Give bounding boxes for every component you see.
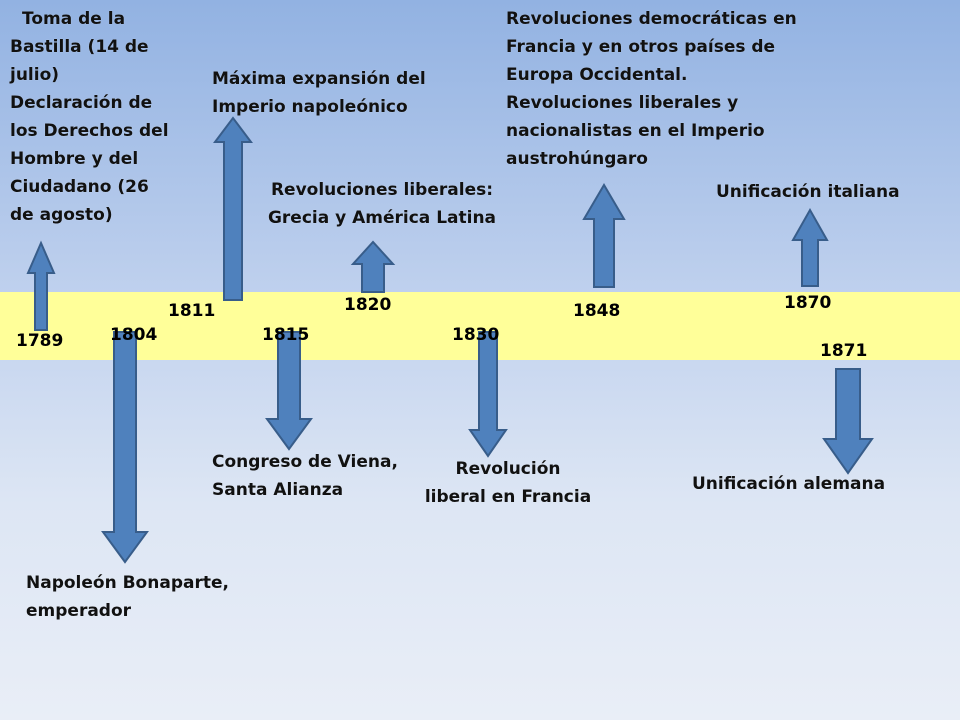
event-1830-label bbox=[408, 455, 608, 511]
event-arrow-1848 bbox=[584, 185, 624, 287]
event-1815-label bbox=[212, 448, 398, 504]
event-1848-line: Francia y en otros países de bbox=[506, 37, 776, 57]
event-1848-line: Revoluciones democráticas en bbox=[506, 9, 797, 29]
event-1815-line: Santa Alianza bbox=[212, 480, 344, 500]
year-1871: 1871 bbox=[820, 341, 868, 361]
event-1848-label bbox=[506, 5, 797, 173]
event-1871-line: Unificación alemana bbox=[692, 474, 886, 494]
event-arrow-1871 bbox=[824, 369, 872, 473]
year-1848: 1848 bbox=[573, 301, 621, 321]
year-1815: 1815 bbox=[262, 325, 310, 345]
event-arrow-1820 bbox=[353, 242, 393, 292]
event-1789-line: julio) bbox=[10, 65, 60, 85]
event-1789-label bbox=[10, 5, 169, 229]
event-arrow-1830 bbox=[470, 332, 506, 456]
event-1848-line: nacionalistas en el Imperio bbox=[506, 121, 765, 141]
event-1848-line: Europa Occidental. bbox=[506, 65, 688, 85]
event-arrow-1811 bbox=[215, 118, 251, 300]
event-1804-line: emperador bbox=[26, 601, 132, 621]
event-1871-label bbox=[692, 470, 885, 498]
event-1830-line: liberal en Francia bbox=[424, 487, 592, 507]
year-1789: 1789 bbox=[16, 331, 64, 351]
event-1789-line: de agosto) bbox=[10, 205, 113, 225]
year-1811: 1811 bbox=[168, 301, 216, 321]
event-1789-line: Hombre y del bbox=[10, 149, 139, 169]
event-1811-line: Máxima expansión del bbox=[212, 69, 426, 89]
event-1789-line: Bastilla (14 de bbox=[10, 37, 149, 57]
year-1830: 1830 bbox=[452, 325, 500, 345]
year-1804: 1804 bbox=[110, 325, 158, 345]
year-1820: 1820 bbox=[344, 295, 392, 315]
event-1830-line: Revolución bbox=[455, 459, 561, 479]
event-1789-line: los Derechos del bbox=[10, 121, 169, 141]
event-1820-line: Grecia y América Latina bbox=[267, 208, 497, 228]
event-1811-label bbox=[212, 65, 426, 121]
event-arrow-1870 bbox=[793, 210, 827, 286]
event-1848-line: austrohúngaro bbox=[506, 149, 648, 169]
event-1804-line: Napoleón Bonaparte, bbox=[26, 573, 229, 593]
event-arrow-1789 bbox=[28, 243, 54, 330]
event-1870-label bbox=[716, 178, 900, 206]
event-1789-line: Ciudadano (26 bbox=[10, 177, 149, 197]
event-1811-line: Imperio napoleónico bbox=[212, 97, 408, 117]
event-1789-line: Declaración de bbox=[10, 93, 153, 113]
event-1789-line: Toma de la bbox=[22, 9, 126, 29]
event-arrow-1804 bbox=[103, 332, 147, 562]
year-1870: 1870 bbox=[784, 293, 832, 313]
event-1820-line: Revoluciones liberales: bbox=[270, 180, 494, 200]
event-1815-line: Congreso de Viena, bbox=[212, 452, 398, 472]
event-1870-line: Unificación italiana bbox=[716, 182, 900, 202]
event-1804-label bbox=[26, 569, 229, 625]
event-1820-label bbox=[262, 176, 502, 232]
event-arrow-1815 bbox=[267, 332, 311, 449]
event-1848-line: Revoluciones liberales y bbox=[506, 93, 739, 113]
